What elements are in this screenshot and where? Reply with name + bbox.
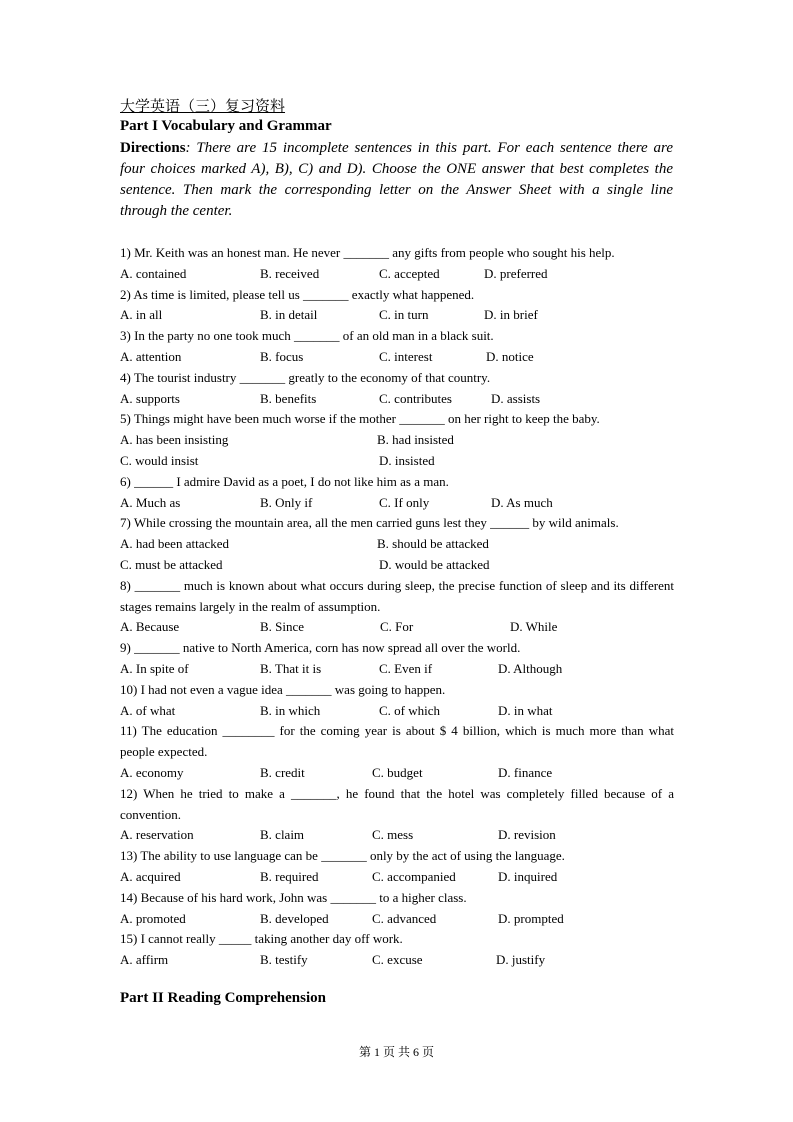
page-footer: 第 1 页 共 6 页 [358, 1045, 434, 1059]
answer-option[interactable]: A. contained [120, 265, 187, 281]
directions-text: : There are 15 incomplete sentences in this part. For each sentence there are four choices marked A), B), C) and D). Choose the ONE answer that best completes the sentence. Then mark the corresponding letter on the Answer Sheet with a single line through the center. [120, 140, 673, 219]
answer-option[interactable]: A. economy [120, 764, 184, 780]
answer-option[interactable]: C. of which [379, 702, 441, 718]
question-text: 13) The ability to use language can be _______ only by the act of using the language. [120, 848, 565, 864]
options-row [120, 825, 674, 846]
options-row [120, 305, 674, 326]
answer-option[interactable]: D. prompted [498, 910, 564, 926]
question-text: 2) As time is limited, please tell us _______ exactly what happened. [120, 286, 475, 302]
options-row [120, 701, 674, 722]
answer-option[interactable]: C. advanced [372, 910, 437, 926]
answer-option[interactable]: C. in turn [379, 307, 429, 323]
answer-option[interactable]: D. justify [496, 952, 546, 968]
answer-option[interactable]: B. received [260, 265, 320, 281]
options-row [120, 430, 674, 451]
answer-option[interactable]: B. had insisted [377, 432, 454, 448]
answer-option[interactable]: B. developed [260, 910, 329, 926]
answer-option[interactable]: B. That it is [260, 660, 322, 676]
options-row [120, 659, 674, 680]
answer-option[interactable]: A. in all [120, 307, 163, 323]
answer-option[interactable]: C. Even if [379, 660, 433, 676]
answer-option[interactable]: D. in what [498, 702, 553, 718]
answer-option[interactable]: C. contributes [379, 390, 452, 406]
question-text: 14) Because of his hard work, John was _______ to a higher class. [120, 889, 467, 905]
answer-option[interactable]: B. Only if [260, 494, 313, 510]
options-row [120, 264, 674, 285]
answer-option[interactable]: D. As much [491, 494, 553, 510]
answer-option[interactable]: B. benefits [260, 390, 317, 406]
question-text: 9) _______ native to North America, corn has now spread all over the world. [120, 640, 521, 656]
answer-option[interactable]: C. accepted [379, 265, 440, 281]
answer-option[interactable]: D. would be attacked [379, 556, 490, 572]
answer-option[interactable]: B. required [260, 868, 319, 884]
answer-option[interactable]: C. accompanied [372, 868, 456, 884]
options-row [120, 451, 674, 472]
answer-option[interactable]: A. Because [120, 619, 180, 635]
answer-option[interactable]: D. assists [491, 390, 541, 406]
directions [120, 138, 673, 222]
answer-option[interactable]: B. should be attacked [377, 536, 489, 552]
question-text: 1) Mr. Keith was an honest man. He never _______ any gifts from people who sought his help. [120, 245, 615, 260]
answer-option[interactable]: A. affirm [120, 952, 169, 968]
question-text: 6) ______ I admire David as a poet, I do not like him as a man. [120, 473, 449, 489]
answer-option[interactable]: A. has been insisting [120, 432, 229, 448]
question-text: 10) I had not even a vague idea _______ was going to happen. [120, 681, 446, 697]
answer-option[interactable]: B. in which [260, 702, 321, 718]
answer-option[interactable]: C. interest [379, 348, 433, 364]
question-text: 15) I cannot really _____ taking another day off work. [120, 931, 403, 947]
question-text: 11) The education ________ for the coming year is about $ 4 billion, which is much more than what people expected. [120, 723, 674, 760]
answer-option[interactable]: B. focus [260, 348, 304, 364]
question-list [120, 243, 674, 971]
options-row [120, 909, 674, 930]
answer-option[interactable]: D. inquired [498, 868, 558, 884]
answer-option[interactable]: D. finance [498, 764, 553, 780]
options-row [120, 555, 674, 576]
options-row [120, 534, 674, 555]
answer-option[interactable]: D. Although [498, 660, 563, 676]
answer-option[interactable]: D. While [510, 619, 558, 635]
options-row [120, 493, 674, 514]
answer-option[interactable]: B. in detail [260, 307, 318, 323]
question-text: 8) _______ much is known about what occurs during sleep, the precise function of sleep and its different stages remains largely in the realm of assumption. [120, 577, 674, 614]
answer-option[interactable]: B. testify [260, 952, 308, 968]
options-row [120, 347, 674, 368]
answer-option[interactable]: B. credit [260, 764, 305, 780]
answer-option[interactable]: C. mess [372, 827, 414, 843]
answer-option[interactable]: D. notice [486, 348, 534, 364]
answer-option[interactable]: A. In spite of [120, 660, 189, 676]
question-text: 3) In the party no one took much _______ of an old man in a black suit. [120, 328, 494, 344]
answer-option[interactable]: A. acquired [120, 868, 181, 884]
answer-option[interactable]: A. supports [120, 390, 180, 406]
answer-option[interactable]: A. had been attacked [120, 536, 230, 552]
options-row [120, 763, 674, 784]
answer-option[interactable]: C. excuse [372, 952, 423, 968]
answer-option[interactable]: A. attention [120, 348, 182, 364]
question-text: 4) The tourist industry _______ greatly to the economy of that country. [120, 369, 491, 385]
answer-option[interactable]: C. For [380, 619, 414, 635]
answer-option[interactable]: D. insisted [379, 452, 435, 468]
part-2-title: Part II Reading Comprehension [120, 990, 326, 1006]
answer-option[interactable]: B. Since [260, 619, 305, 635]
answer-option[interactable]: D. in brief [484, 307, 538, 323]
question-text: 12) When he tried to make a _______, he found that the hotel was completely filled because of a convention. [120, 785, 674, 822]
directions-label: Directions [120, 140, 186, 156]
answer-option[interactable]: C. budget [372, 764, 423, 780]
options-row [120, 950, 674, 971]
answer-option[interactable]: A. reservation [120, 827, 194, 843]
answer-option[interactable]: D. preferred [484, 265, 548, 281]
page-title: 大学英语（三）复习资料 [120, 99, 286, 115]
answer-option[interactable]: B. claim [260, 827, 305, 843]
answer-option[interactable]: A. promoted [120, 910, 186, 926]
answer-option[interactable]: A. of what [120, 702, 176, 718]
options-row [120, 867, 674, 888]
options-row [120, 389, 674, 410]
question-text: 7) While crossing the mountain area, all the men carried guns lest they ______ by wild animals. [120, 515, 619, 531]
answer-option[interactable]: A. Much as [120, 494, 181, 510]
part-1-title: Part I Vocabulary and Grammar [120, 118, 332, 134]
answer-option[interactable]: C. must be attacked [120, 556, 223, 572]
question-text: 5) Things might have been much worse if the mother _______ on her right to keep the baby. [120, 411, 600, 427]
options-row [120, 617, 674, 638]
answer-option[interactable]: D. revision [498, 827, 556, 843]
answer-option[interactable]: C. If only [379, 494, 430, 510]
answer-option[interactable]: C. would insist [120, 452, 199, 468]
